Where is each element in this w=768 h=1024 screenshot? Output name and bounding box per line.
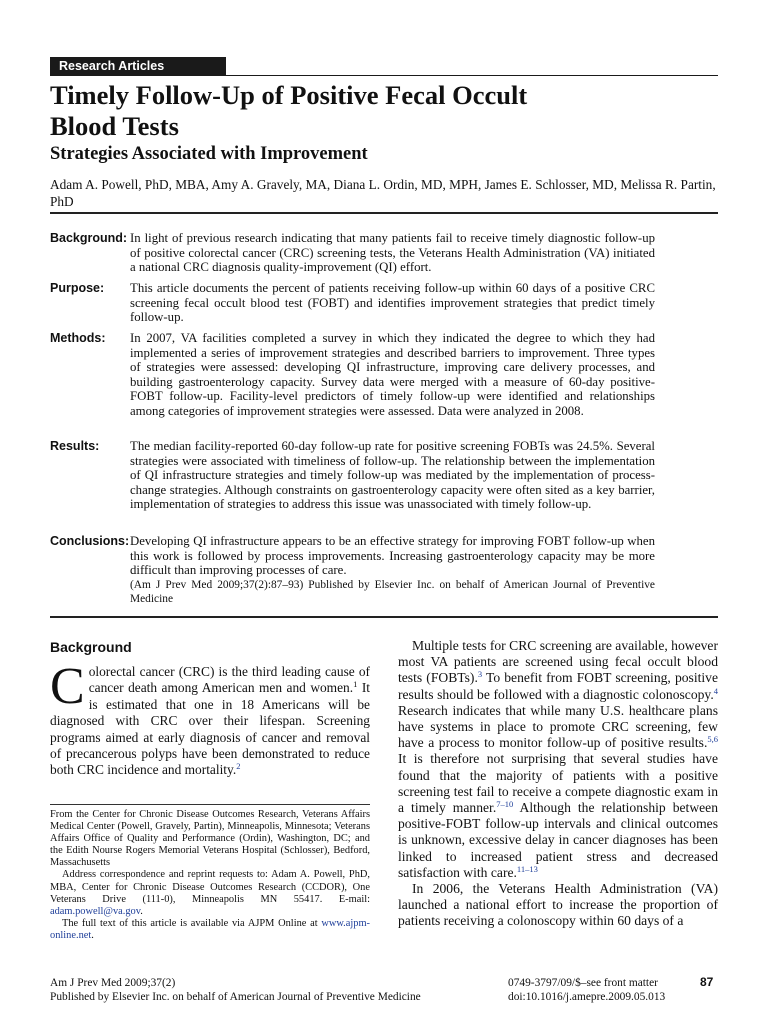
footnote-rule [50, 804, 370, 805]
section-tag: Research Articles [50, 57, 226, 76]
abstract-purpose-text: This article documents the percent of patients receiving follow-up within 60 days of a positive CRC screening fecal occult blood test (FOBT) and identifies improvement strategies that predict timely follow-up. [130, 281, 655, 324]
reference-marker[interactable]: 11–13 [516, 863, 538, 874]
footnote-affiliation: From the Center for Chronic Disease Outcomes Research, Veterans Affairs Medical Center (Powell, Gravely, Partin), Minneapolis, Minnesota; Veterans Affairs Office of Quality and Performance (Ordin), Washington, DC; and the Edith Nourse Rogers Memorial Veterans Hospital (Schlosser), Bedford, Massachusetts [50, 809, 370, 869]
body-right-column [398, 638, 718, 930]
body-text: It is therefore not surprising that several studies have found that the majority of patients with a positive screening test fail to receive a compete diagnostic exam in a timely manner. [398, 751, 718, 816]
body-left-column [50, 658, 370, 779]
body-text: olorectal cancer (CRC) is the third leading cause of cancer death among American men and women. [88, 664, 370, 696]
title-line-2: Blood Tests [50, 111, 179, 141]
reference-marker[interactable]: 2 [236, 761, 241, 772]
abstract-conclusions-label: Conclusions: [50, 534, 130, 548]
body-text: Multiple tests for CRC screening are available, however most VA patients are screened using fecal occult blood tests (FOBTs). [398, 638, 718, 686]
reference-marker[interactable]: 4 [713, 685, 718, 696]
footer-journal: Am J Prev Med 2009;37(2) [50, 977, 176, 989]
footnote-correspondence [50, 869, 370, 917]
body-paragraph: In 2006, the Veterans Health Administration (VA) launched a national effort to increase the proportion of patients receiving a colonoscopy within 60 days of a [398, 881, 718, 929]
body-text: Research indicates that while many U.S. healthcare plans have systems in place to promote CRC screening, few have a process to monitor follow-up of positive results. [398, 702, 718, 751]
abstract-top-rule [50, 212, 718, 214]
reference-marker[interactable]: 3 [477, 669, 483, 680]
body-text: It is estimated that one in 18 Americans will be diagnosed with CRC over their lifespan. Screening programs aimed at early diagnosis of cancer and removal of precancerous polyps have been demonstrated to reduce both CRC incidence and mortality. [50, 680, 370, 778]
abstract-background-label: Background: [50, 231, 128, 245]
abstract-conclusions-text: Developing QI infrastructure appears to be an effective strategy for improving FOBT follow-up when this work is followed by process improvements. Increasing gastroenterology capacity may be more difficult than improving processes of care. [130, 534, 655, 577]
abstract-methods-text: In 2007, VA facilities completed a survey in which they indicated the degree to which they had implemented a series of improvement strategies and described barriers to improvement. Three types of strategies were assessed: developing QI infrastructure, improving care delivery processes, and building gastroenterology capacity. Survey data were merged with a measure of 60-day positive-FOBT follow-up. Facility-level predictors of timely follow-up were identified and relationships among categories of improvement strategies were assessed. Data were analyzed in 2008. [130, 331, 655, 418]
drop-cap: C [50, 658, 85, 715]
abstract-results-label: Results: [50, 439, 100, 453]
footnote-fulltext [50, 918, 370, 942]
footer-left [50, 976, 421, 1004]
email-link[interactable]: adam.powell@va.gov [50, 905, 141, 917]
article-subtitle: Strategies Associated with Improvement [50, 144, 368, 164]
fulltext-text: The full text of this article is available via AJPM Online at [62, 917, 322, 929]
title-line-1: Timely Follow-Up of Positive Fecal Occult [50, 80, 528, 110]
punctuation: . [91, 929, 94, 941]
reference-marker[interactable]: 5,6 [707, 734, 718, 745]
abstract-background-text: In light of previous research indicating that many patients fail to receive timely diagnostic follow-up of positive colorectal cancer (CRC) screening tests, the Veterans Health Administration (VA) initiated a national CRC diagnosis quality-improvement (QI) effort. [130, 231, 655, 274]
footer-doi: doi:10.1016/j.amepre.2009.05.013 [508, 991, 666, 1003]
section-heading-background: Background [50, 639, 132, 655]
punctuation: . [140, 905, 143, 917]
author-list: Adam A. Powell, PhD, MBA, Amy A. Gravely, MA, Diana L. Ordin, MD, MPH, James E. Schlosser, MD, Melissa R. Partin, PhD [50, 177, 716, 209]
header-rule [226, 75, 718, 76]
footer-publisher: Published by Elsevier Inc. on behalf of American Journal of Preventive Medicine [50, 991, 421, 1003]
abstract-results-text: The median facility-reported 60-day follow-up rate for positive screening FOBTs was 24.5%. Several strategies were associated with timeliness of follow-up. The relationship between the implementation of QI infrastructure strategies and timely follow-up was mediated by the implementation of process-change strategies. Although constraints on gastroenterology capacity were often sited as a key barrier, implementation of strategies to address this issue was unassociated with timely follow-up. [130, 439, 655, 511]
abstract-methods-label: Methods: [50, 331, 106, 345]
body-paragraph [398, 638, 718, 881]
article-title [50, 80, 690, 142]
body-text: To benefit from FOBT screening, positive results should be followed with a diagnostic colonoscopy. [398, 670, 718, 702]
abstract-citation: (Am J Prev Med 2009;37(2):87–93) Published by Elsevier Inc. on behalf of American Journal of Preventive Medicine [130, 579, 655, 605]
body-text: Although the relationship between positive-FOBT follow-up intervals and clinical outcomes is unknown, excessive delay in cancer diagnoses has been linked to increased patient stress and decreased satisfaction with care. [398, 800, 718, 880]
footer-right [508, 976, 688, 1004]
footnotes [50, 809, 370, 942]
abstract-purpose-label: Purpose: [50, 281, 105, 295]
page-number: 87 [700, 975, 714, 989]
reference-marker[interactable]: 7–10 [496, 799, 514, 810]
reference-marker[interactable]: 1 [353, 679, 358, 690]
abstract-bottom-rule [50, 616, 718, 618]
footer-issn: 0749-3797/09/$–see front matter [508, 977, 658, 989]
correspondence-text: Address correspondence and reprint requests to: Adam A. Powell, PhD, MBA, Center for Chronic Disease Outcomes Research (CCDOR), One Veterans Drive (111-0), Minneapolis MN 55417. E-mail: [50, 869, 370, 905]
journal-url-link[interactable]: www.ajpm-online.net [50, 917, 370, 941]
